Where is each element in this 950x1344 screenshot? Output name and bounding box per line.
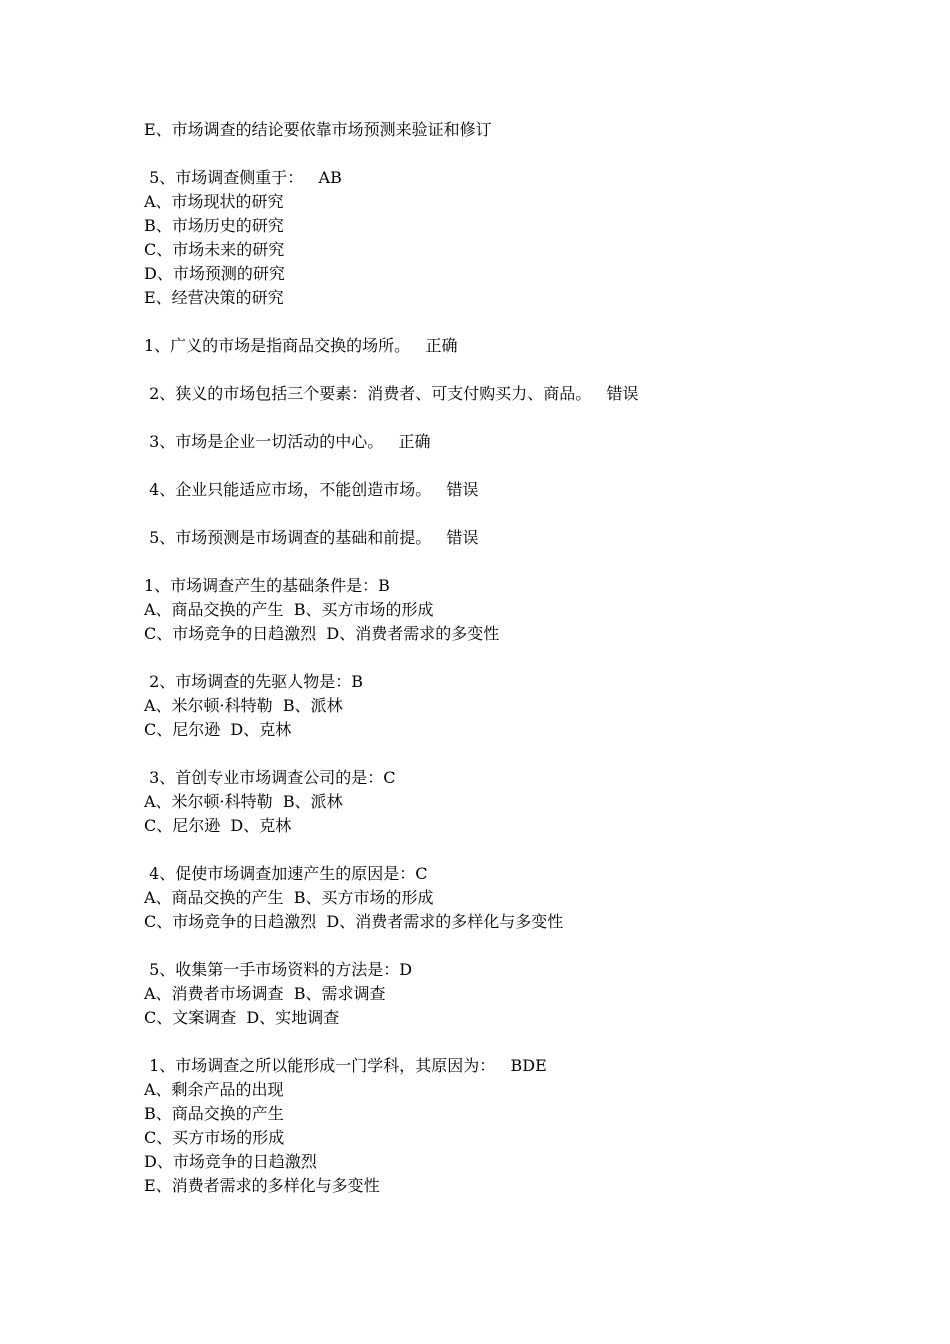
question-line: 1、市场调查之所以能形成一门学科，其原因为： BDE: [144, 1056, 547, 1075]
option-line: D、市场预测的研究: [144, 264, 285, 283]
option-line: E、消费者需求的多样化与多变性: [144, 1176, 380, 1195]
option-line: C、市场竞争的日趋激烈 D、消费者需求的多样化与多变性: [144, 912, 564, 931]
question-line: 5、收集第一手市场资料的方法是：D: [144, 960, 413, 979]
judgement-line: 3、市场是企业一切活动的中心。 正确: [144, 432, 431, 451]
judgement-line: 5、市场预测是市场调查的基础和前提。 错误: [144, 528, 479, 547]
question-line: 2、市场调查的先驱人物是：B: [144, 672, 364, 691]
option-line: C、尼尔逊 D、克林: [144, 816, 292, 835]
question-line: 5、市场调查侧重于： AB: [144, 168, 342, 187]
option-line: A、米尔顿·科特勒 B、派林: [144, 696, 343, 715]
option-line: B、市场历史的研究: [144, 216, 284, 235]
option-line: C、买方市场的形成: [144, 1128, 285, 1147]
option-line: C、市场竞争的日趋激烈 D、消费者需求的多变性: [144, 624, 500, 643]
option-line: A、米尔顿·科特勒 B、派林: [144, 792, 343, 811]
judgement-line: 1、广义的市场是指商品交换的场所。 正确: [144, 336, 458, 355]
option-line: A、商品交换的产生 B、买方市场的形成: [144, 600, 434, 619]
option-line: C、文案调查 D、实地调查: [144, 1008, 340, 1027]
option-line: D、市场竞争的日趋激烈: [144, 1152, 317, 1171]
question-line: 4、促使市场调查加速产生的原因是：C: [144, 864, 428, 883]
option-line: A、市场现状的研究: [144, 192, 284, 211]
option-line: E、市场调查的结论要依靠市场预测来验证和修订: [144, 120, 492, 139]
option-line: C、尼尔逊 D、克林: [144, 720, 292, 739]
option-line: A、商品交换的产生 B、买方市场的形成: [144, 888, 434, 907]
option-line: B、商品交换的产生: [144, 1104, 284, 1123]
question-line: 3、首创专业市场调查公司的是：C: [144, 768, 396, 787]
judgement-line: 4、企业只能适应市场，不能创造市场。 错误: [144, 480, 479, 499]
option-line: C、市场未来的研究: [144, 240, 285, 259]
judgement-line: 2、狭义的市场包括三个要素：消费者、可支付购买力、商品。 错误: [144, 384, 639, 403]
option-line: E、经营决策的研究: [144, 288, 284, 307]
option-line: A、剩余产品的出现: [144, 1080, 284, 1099]
question-line: 1、市场调查产生的基础条件是：B: [144, 576, 390, 595]
option-line: A、消费者市场调查 B、需求调查: [144, 984, 386, 1003]
